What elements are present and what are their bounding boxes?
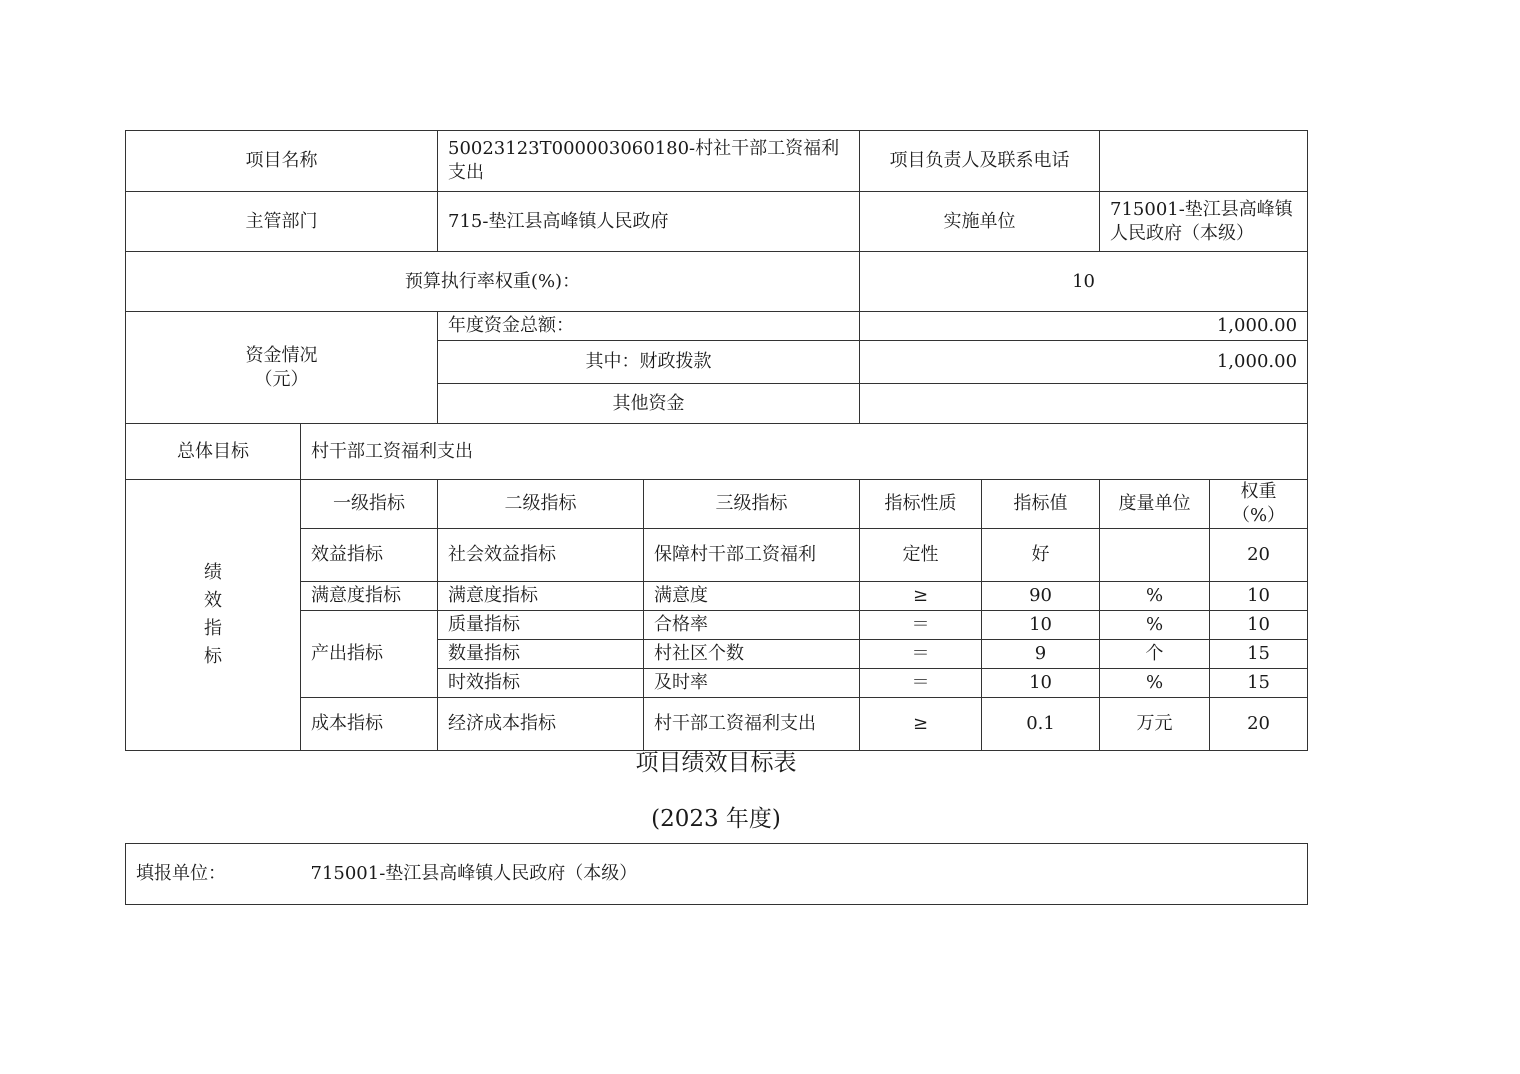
level2-cell: 满意度指标 bbox=[438, 582, 644, 611]
reporter-label: 填报单位： bbox=[126, 844, 301, 905]
indicator-section-char: 效 bbox=[204, 590, 222, 611]
value-cell: 90 bbox=[982, 582, 1100, 611]
unit-cell: % bbox=[1100, 669, 1210, 698]
header-nature: 指标性质 bbox=[860, 480, 982, 529]
unit-cell: % bbox=[1100, 611, 1210, 640]
weight-cell: 10 bbox=[1210, 611, 1308, 640]
value-cell: 10 bbox=[982, 669, 1100, 698]
value-cell: 10 bbox=[982, 611, 1100, 640]
level1-cell: 成本指标 bbox=[301, 698, 438, 751]
project-name-value: 50023123T000003060180-村社干部工资福利支出 bbox=[438, 131, 860, 192]
value-cell: 9 bbox=[982, 640, 1100, 669]
nature-cell: ＝ bbox=[860, 669, 982, 698]
level2-cell: 社会效益指标 bbox=[438, 529, 644, 582]
level1-cell: 产出指标 bbox=[301, 611, 438, 698]
nature-cell: ＝ bbox=[860, 640, 982, 669]
nature-cell: ≥ bbox=[860, 698, 982, 751]
budget-weight-label: 预算执行率权重(%)： bbox=[126, 252, 860, 312]
impl-label: 实施单位 bbox=[860, 192, 1100, 252]
weight-cell: 15 bbox=[1210, 640, 1308, 669]
table-row bbox=[126, 698, 1308, 751]
table-row bbox=[126, 529, 1308, 582]
funds-label bbox=[126, 312, 438, 424]
nature-cell: 定性 bbox=[860, 529, 982, 582]
level3-cell: 满意度 bbox=[644, 582, 860, 611]
dept-label: 主管部门 bbox=[126, 192, 438, 252]
level3-cell: 村社区个数 bbox=[644, 640, 860, 669]
unit-cell: % bbox=[1100, 582, 1210, 611]
header-level2: 二级指标 bbox=[438, 480, 644, 529]
year-subtitle: (2023 年度) bbox=[651, 806, 781, 832]
weight-cell: 20 bbox=[1210, 529, 1308, 582]
funds-label-line2: （元） bbox=[254, 368, 309, 390]
indicator-section-char: 标 bbox=[204, 646, 222, 667]
level2-cell: 经济成本指标 bbox=[438, 698, 644, 751]
level2-cell: 数量指标 bbox=[438, 640, 644, 669]
funds-other-label: 其他资金 bbox=[438, 384, 860, 424]
level1-cell: 效益指标 bbox=[301, 529, 438, 582]
funds-fiscal-value: 1,000.00 bbox=[860, 341, 1308, 384]
indicator-section-char: 绩 bbox=[204, 562, 222, 583]
header-weight: 权重（%） bbox=[1210, 480, 1308, 529]
goal-label: 总体目标 bbox=[126, 424, 301, 480]
header-level3: 三级指标 bbox=[644, 480, 860, 529]
level2-cell: 质量指标 bbox=[438, 611, 644, 640]
weight-cell: 10 bbox=[1210, 582, 1308, 611]
project-name-label: 项目名称 bbox=[126, 131, 438, 192]
project-owner-label: 项目负责人及联系电话 bbox=[860, 131, 1100, 192]
impl-value: 715001-垫江县高峰镇人民政府（本级） bbox=[1100, 192, 1308, 252]
level3-cell: 村干部工资福利支出 bbox=[644, 698, 860, 751]
header-value: 指标值 bbox=[982, 480, 1100, 529]
goal-value: 村干部工资福利支出 bbox=[301, 424, 1308, 480]
indicator-section-char: 指 bbox=[204, 618, 222, 639]
table-row bbox=[126, 611, 1308, 640]
level3-cell: 合格率 bbox=[644, 611, 860, 640]
unit-cell bbox=[1100, 529, 1210, 582]
value-cell: 0.1 bbox=[982, 698, 1100, 751]
unit-cell: 万元 bbox=[1100, 698, 1210, 751]
page-title: 项目绩效目标表 bbox=[635, 750, 797, 776]
weight-cell: 15 bbox=[1210, 669, 1308, 698]
level1-cell: 满意度指标 bbox=[301, 582, 438, 611]
funds-total-label: 年度资金总额： bbox=[438, 312, 860, 341]
level2-cell: 时效指标 bbox=[438, 669, 644, 698]
table-row bbox=[126, 582, 1308, 611]
reporter-table bbox=[125, 843, 1308, 905]
project-performance-table bbox=[125, 130, 1308, 751]
nature-cell: ＝ bbox=[860, 611, 982, 640]
funds-label-line1: 资金情况 bbox=[245, 344, 318, 366]
project-owner-value bbox=[1100, 131, 1308, 192]
nature-cell: ≥ bbox=[860, 582, 982, 611]
indicator-section-label bbox=[126, 480, 301, 751]
header-unit: 度量单位 bbox=[1100, 480, 1210, 529]
dept-value: 715-垫江县高峰镇人民政府 bbox=[438, 192, 860, 252]
header-level1: 一级指标 bbox=[301, 480, 438, 529]
level3-cell: 及时率 bbox=[644, 669, 860, 698]
funds-other-value bbox=[860, 384, 1308, 424]
weight-cell: 20 bbox=[1210, 698, 1308, 751]
funds-total-value: 1,000.00 bbox=[860, 312, 1308, 341]
unit-cell: 个 bbox=[1100, 640, 1210, 669]
budget-weight-value: 10 bbox=[860, 252, 1308, 312]
reporter-value: 715001-垫江县高峰镇人民政府（本级） bbox=[301, 844, 1308, 905]
level3-cell: 保障村干部工资福利 bbox=[644, 529, 860, 582]
funds-fiscal-label: 其中：财政拨款 bbox=[438, 341, 860, 384]
value-cell: 好 bbox=[982, 529, 1100, 582]
